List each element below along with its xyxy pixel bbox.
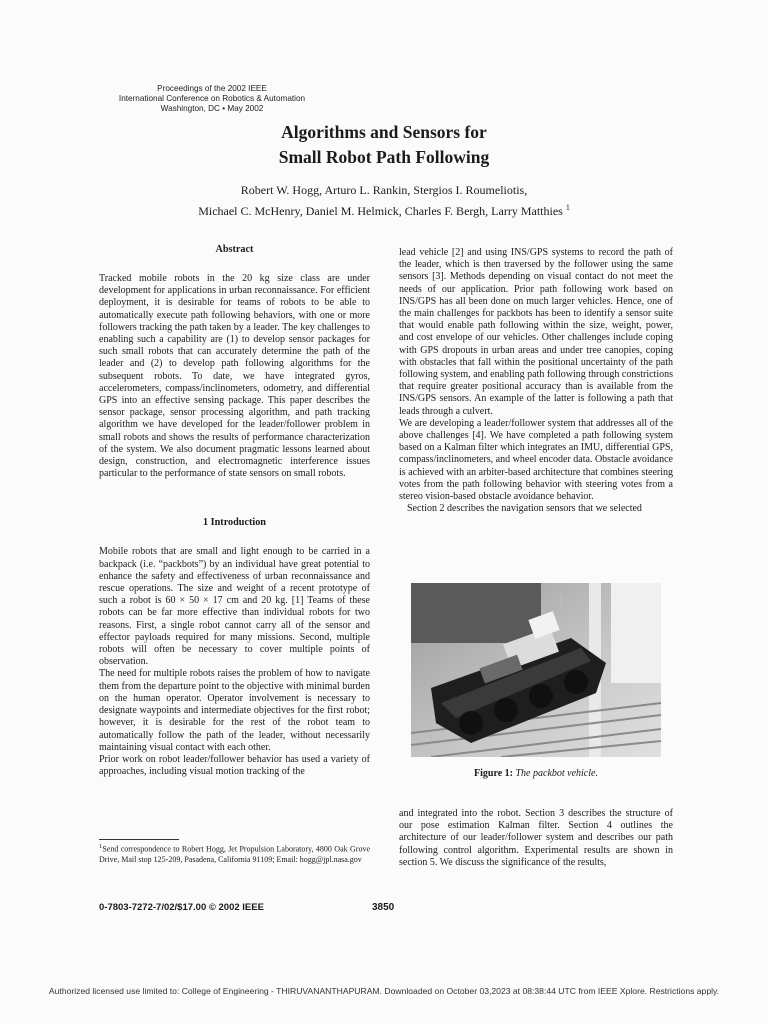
intro-paragraph-1: Mobile robots that are small and light enough to be carried in a backpack (i.e. “packbots”) by an individual have great potential to enhance the safety and effectiveness of urban reconnaissance and rescue operations. The size and weight of a recent prototype of such a robot is 60 × 50 × 17 cm and 20 kg. [1] Teams of these robots can be far more effective than individual robots for two reasons. First, a single robot cannot carry all of the sensor and effector payloads required for many missions. Second, multiple robots will often be necessary to cover multiple points of observation.	[99, 546, 370, 668]
paper-title	[0, 120, 768, 170]
right-paragraph-1: lead vehicle [2] and using INS/GPS systems to record the path of the leader, which is then traversed by the follower using the same sensors [3]. Methods depending on visual contact do not meet the needs of our application. Prior path following work based on INS/GPS has all been done on much larger vehicles. Hence, one of the main challenges for packbots has been to identify a sensor suite that would enable path following within the size, weight, power, and cost envelope of our vehicles. Other challenges include coping with GPS dropouts in urban areas and under tree canopies, coping with obstacles that fall within the positional uncertainty of the path following system, and enabling path following through constrictions that require greater positional accuracy than is available from the INS/GPS sensors. An example of the latter is following a path that leads through a culvert.	[399, 247, 673, 417]
packbot-photo-illustration	[411, 583, 661, 757]
title-line-2: Small Robot Path Following	[278, 147, 490, 167]
proceedings-header	[102, 84, 322, 114]
footnote-text: Send correspondence to Robert Hogg, Jet Propulsion Laboratory, 4800 Oak Grove Drive, Mail stop 125-209, Pasadena, California 91109; Email: hogg@jpl.nasa.gov	[99, 844, 370, 865]
intro-paragraph-3: Prior work on robot leader/follower behavior has used a variety of approaches, including visual motion tracking of the	[99, 753, 370, 778]
left-column	[99, 244, 370, 778]
right-paragraph-3: Section 2 describes the navigation sensors that we selected	[407, 503, 642, 515]
abstract-heading: Abstract	[215, 244, 254, 255]
abstract-text: Tracked mobile robots in the 20 kg size class are under development for applications in urban reconnaissance. For efficient deployment, it is desirable for teams of robots to be able to automatically execute path following behaviors, with one or more followers tracking the path taken by a leader. The key challenges to enabling such a capability are (1) to develop sensor packages for such small robots that can accurately determine the path of the leader and (2) to develop path following algorithms for the subsequent robots. To date, we have integrated gyros, accelerometers, compass/inclinometers, odometry, and differential GPS into an effective sensing package. This paper describes the sensor package, sensor processing algorithm, and path tracking algorithm we have developed for the leader/follower problem in small robots and shows the results of performance characterization of the system. We also document pragmatic lessons learned about design, construction, and electromagnetic interference issues particular to the performance of state sensors on small robots.	[99, 273, 370, 480]
right-column-continued	[399, 808, 673, 869]
footnote-mark: 1	[99, 843, 103, 850]
authors-line-1: Robert W. Hogg, Arturo L. Rankin, Stergios I. Roumeliotis,	[240, 183, 528, 197]
right-paragraph-4: and integrated into the robot. Section 3 describes the structure of our pose estimation Kalman filter. Section 4 outlines the architecture of our leader/follower system and describes our path following control algorithm. Experimental results are shown in section 5. We discuss the significance of the results,	[399, 808, 673, 868]
author-list	[0, 182, 768, 220]
packbot-photo	[411, 583, 661, 757]
page-number: 3850	[372, 902, 395, 913]
footnote-rule	[99, 839, 179, 840]
proceedings-line-2: International Conference on Robotics & Automation	[118, 94, 306, 103]
figure-caption-text: The packbot vehicle.	[515, 768, 598, 779]
figure-caption	[399, 768, 673, 780]
photo-bright-area	[611, 583, 661, 683]
license-notice: Authorized licensed use limited to: College of Engineering - THIRUVANANTHAPURAM. Downloaded on October 03,2023 at 08:38:44 UTC from IEEE Xplore. Restrictions apply.	[48, 986, 720, 996]
author-footnote-mark: 1	[565, 203, 570, 212]
intro-paragraph-2: The need for multiple robots raises the problem of how to navigate them from the departure point to the objective with minimal burden on the human operator. Operator involvement is necessary to designate waypoints and intermediate objectives for the first robot; however, it is desirable for the rest of the robot team to automatically follow the path of the leader, without necessarily maintaining visual contact with each other.	[99, 668, 370, 753]
right-paragraph-2: We are developing a leader/follower system that addresses all of the above challenges [4]. We have completed a path following system based on a Kalman filter which integrates an IMU, differential GPS, compass/inclinometers, and wheel encoder data. Obstacle avoidance is achieved with an arbiter-based architecture that combines steering votes from the path following behavior with steering votes from a stereo vision-based obstacle avoidance behavior.	[399, 417, 673, 503]
introduction-heading: 1 Introduction	[203, 517, 266, 529]
right-column	[399, 247, 673, 515]
authors-line-2-wrap	[0, 199, 768, 220]
proceedings-line-1: Proceedings of the 2002 IEEE	[157, 84, 267, 93]
photo-wall-shadow	[411, 583, 541, 643]
title-line-1: Algorithms and Sensors for	[281, 122, 487, 142]
authors-line-2: Michael C. McHenry, Daniel M. Helmick, Charles F. Bergh, Larry Matthies	[198, 204, 563, 218]
proceedings-line-3: Washington, DC • May 2002	[160, 104, 264, 113]
figure-label: Figure 1:	[474, 768, 513, 779]
copyright-line: 0-7803-7272-7/02/$17.00 © 2002 IEEE	[99, 902, 264, 913]
footnote	[99, 842, 370, 866]
